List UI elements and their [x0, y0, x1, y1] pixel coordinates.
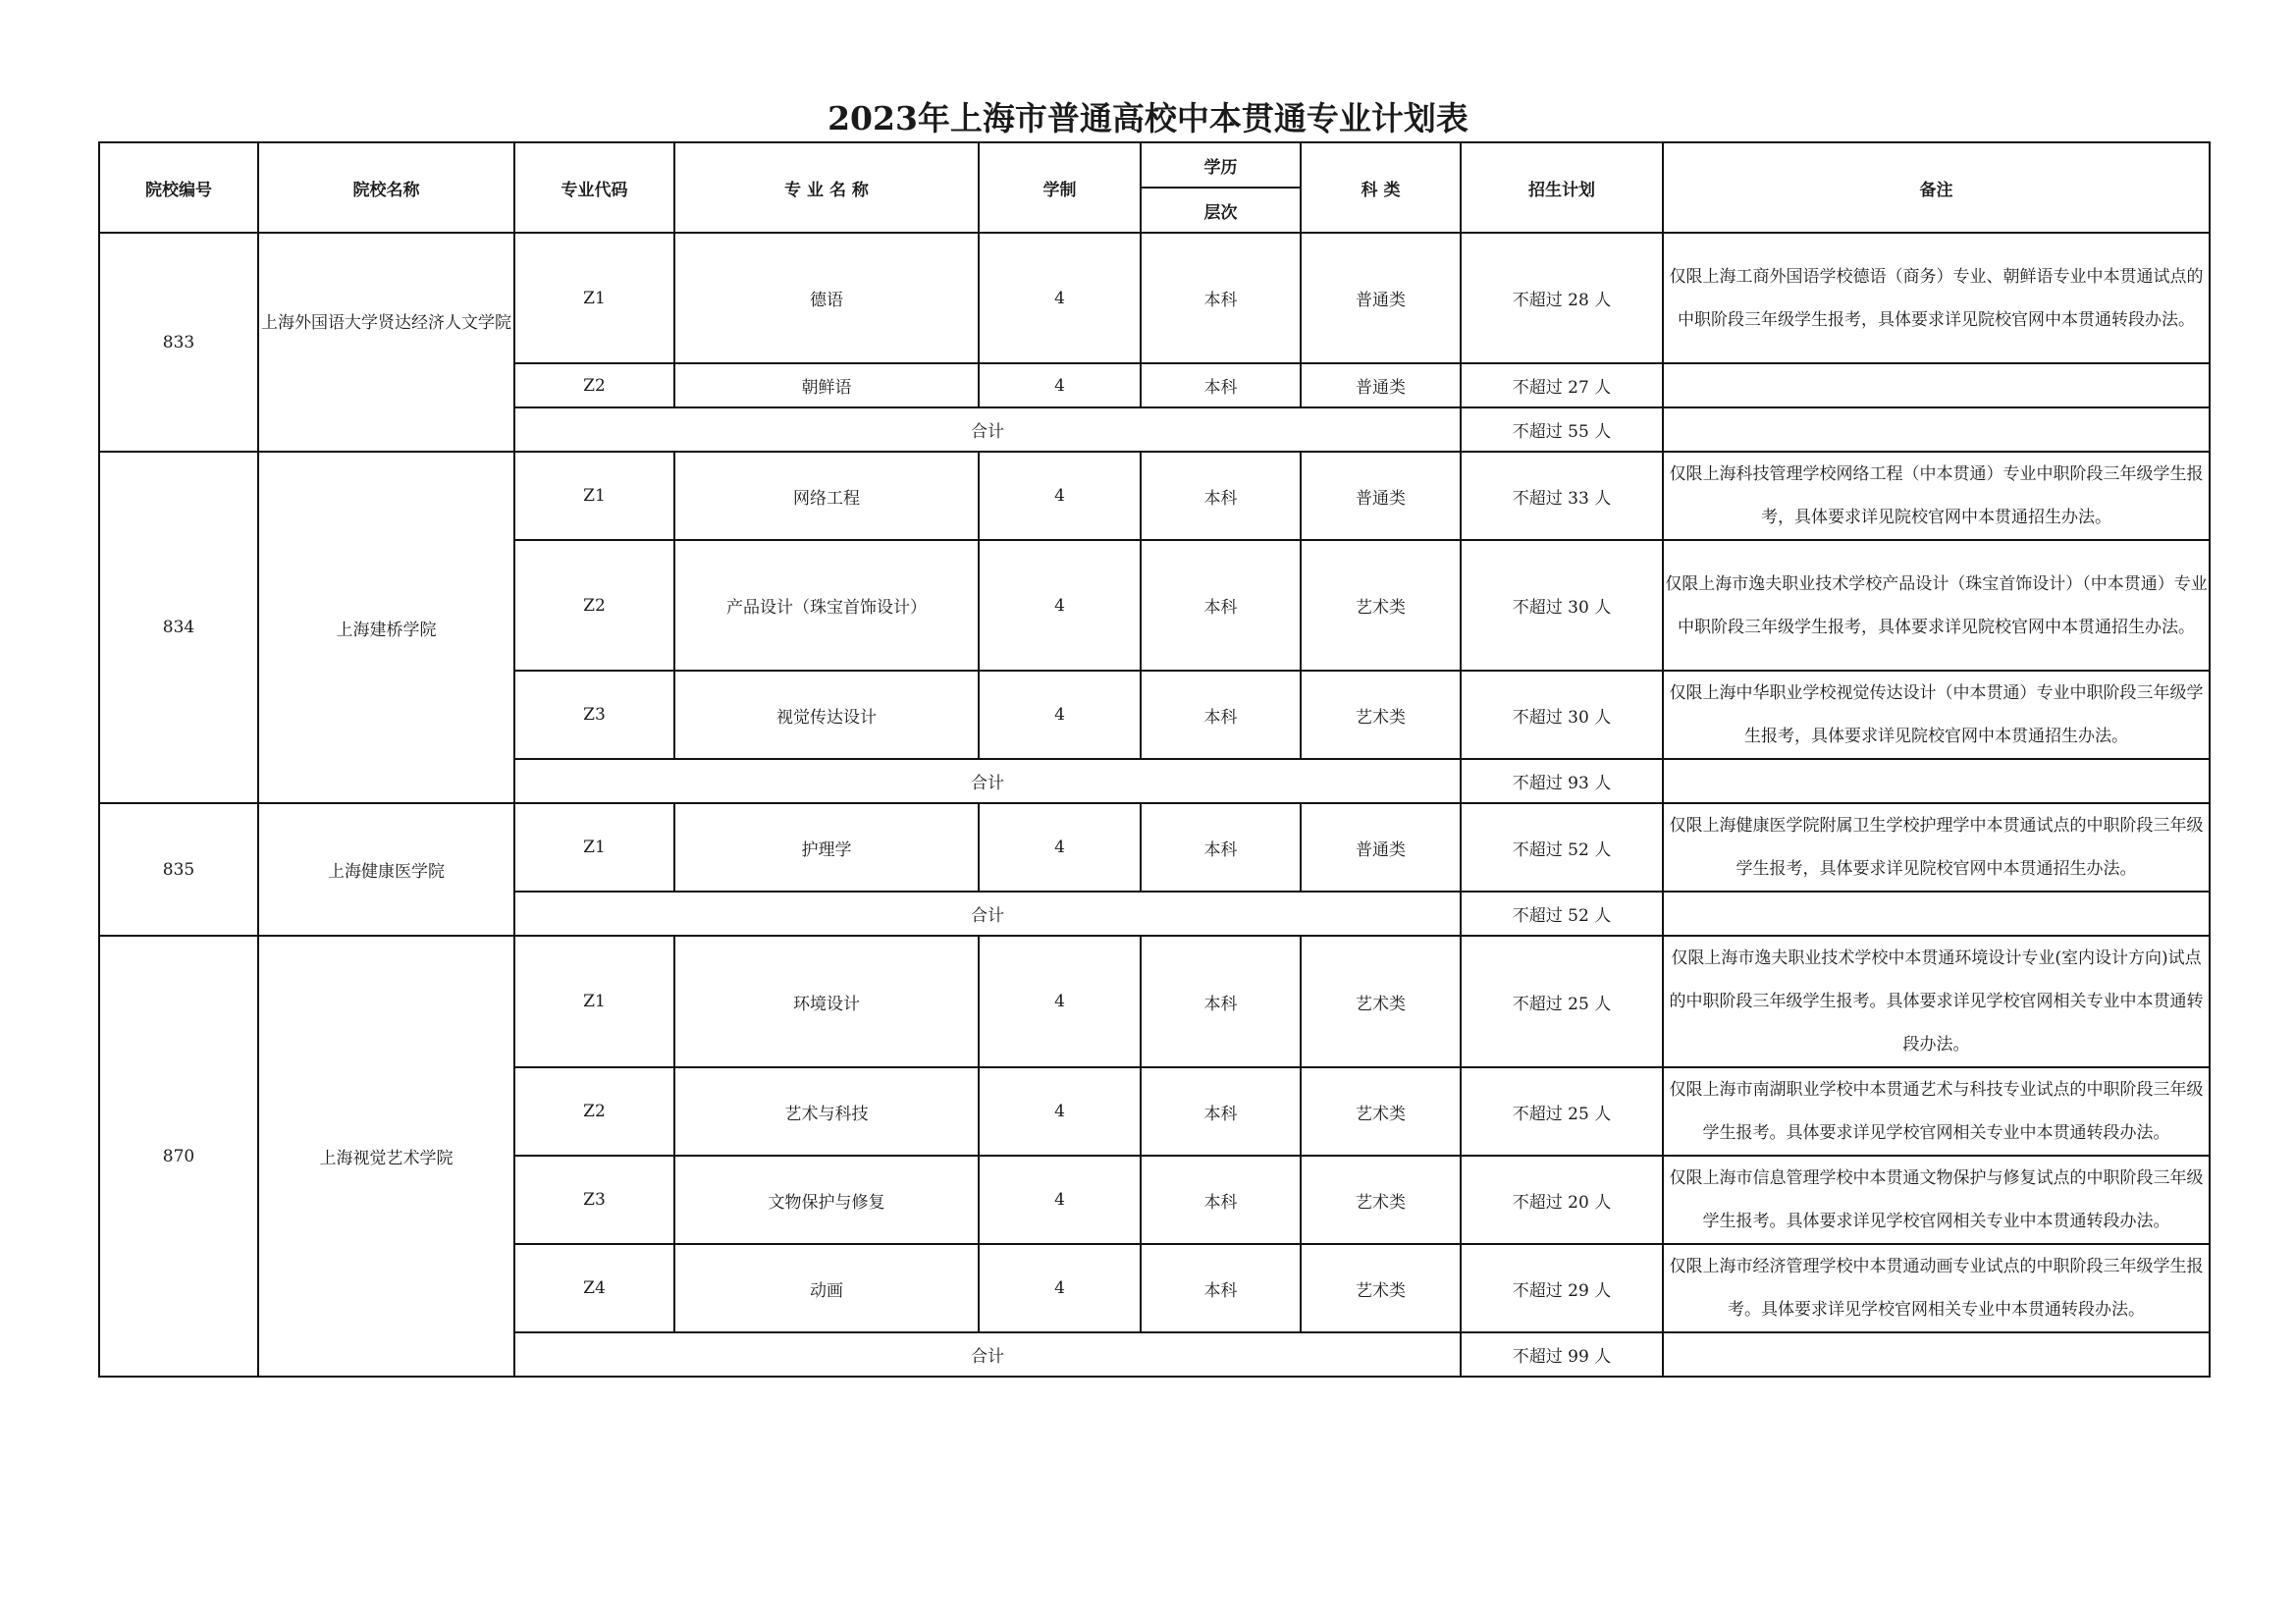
major-level: 本科 [1141, 1067, 1301, 1156]
school-name: 上海建桥学院 [258, 452, 514, 803]
major-remark [1663, 363, 2210, 407]
major-category: 艺术类 [1301, 1244, 1461, 1332]
major-plan: 不超过 33 人 [1461, 452, 1663, 540]
major-category: 普通类 [1301, 363, 1461, 407]
major-name: 朝鲜语 [674, 363, 979, 407]
major-plan: 不超过 20 人 [1461, 1156, 1663, 1244]
header-school-name: 院校名称 [258, 142, 514, 233]
major-category: 艺术类 [1301, 1067, 1461, 1156]
total-plan: 不超过 99 人 [1461, 1332, 1663, 1377]
total-label: 合计 [514, 759, 1461, 803]
major-remark: 仅限上海市经济管理学校中本贯通动画专业试点的中职阶段三年级学生报考。具体要求详见学校官网相关专业中本贯通转段办法。 [1663, 1244, 2210, 1332]
major-plan: 不超过 25 人 [1461, 936, 1663, 1067]
major-level: 本科 [1141, 540, 1301, 671]
major-code: Z3 [514, 1156, 674, 1244]
header-duration: 学制 [979, 142, 1141, 233]
header-edu-level-bottom: 层次 [1141, 188, 1301, 233]
school-code: 835 [99, 803, 258, 936]
major-remark: 仅限上海科技管理学校网络工程（中本贯通）专业中职阶段三年级学生报考，具体要求详见院校官网中本贯通招生办法。 [1663, 452, 2210, 540]
major-remark: 仅限上海健康医学院附属卫生学校护理学中本贯通试点的中职阶段三年级学生报考，具体要求详见院校官网中本贯通招生办法。 [1663, 803, 2210, 892]
major-duration: 4 [979, 233, 1141, 363]
major-remark: 仅限上海市逸夫职业技术学校中本贯通环境设计专业(室内设计方向)试点的中职阶段三年级学生报考。具体要求详见学校官网相关专业中本贯通转段办法。 [1663, 936, 2210, 1067]
major-name: 视觉传达设计 [674, 671, 979, 759]
major-code: Z1 [514, 803, 674, 892]
major-duration: 4 [979, 452, 1141, 540]
header-category: 科 类 [1301, 142, 1461, 233]
major-category: 普通类 [1301, 803, 1461, 892]
school-code: 834 [99, 452, 258, 803]
table-row [99, 803, 2210, 892]
major-name: 德语 [674, 233, 979, 363]
major-remark: 仅限上海市逸夫职业技术学校产品设计（珠宝首饰设计）（中本贯通）专业中职阶段三年级学生报考，具体要求详见院校官网中本贯通招生办法。 [1663, 540, 2210, 671]
major-name: 艺术与科技 [674, 1067, 979, 1156]
major-name: 动画 [674, 1244, 979, 1332]
major-code: Z4 [514, 1244, 674, 1332]
major-duration: 4 [979, 1156, 1141, 1244]
total-plan: 不超过 52 人 [1461, 892, 1663, 936]
major-plan: 不超过 29 人 [1461, 1244, 1663, 1332]
major-remark: 仅限上海市信息管理学校中本贯通文物保护与修复试点的中职阶段三年级学生报考。具体要求详见学校官网相关专业中本贯通转段办法。 [1663, 1156, 2210, 1244]
major-level: 本科 [1141, 452, 1301, 540]
table-row [99, 936, 2210, 1067]
major-plan: 不超过 27 人 [1461, 363, 1663, 407]
header-plan: 招生计划 [1461, 142, 1663, 233]
major-plan: 不超过 52 人 [1461, 803, 1663, 892]
school-name: 上海外国语大学贤达经济人文学院 [258, 233, 514, 452]
major-duration: 4 [979, 1244, 1141, 1332]
total-plan: 不超过 55 人 [1461, 407, 1663, 452]
page-title: 2023年上海市普通高校中本贯通专业计划表 [828, 99, 1468, 137]
major-duration: 4 [979, 540, 1141, 671]
major-duration: 4 [979, 803, 1141, 892]
major-plan: 不超过 30 人 [1461, 671, 1663, 759]
table-row [99, 452, 2210, 540]
major-plan: 不超过 30 人 [1461, 540, 1663, 671]
header-major-name: 专 业 名 称 [674, 142, 979, 233]
major-code: Z2 [514, 1067, 674, 1156]
major-category: 艺术类 [1301, 936, 1461, 1067]
school-code: 870 [99, 936, 258, 1377]
major-code: Z1 [514, 452, 674, 540]
header-remarks: 备注 [1663, 142, 2210, 233]
school-code: 833 [99, 233, 258, 452]
major-name: 文物保护与修复 [674, 1156, 979, 1244]
major-level: 本科 [1141, 1244, 1301, 1332]
major-category: 艺术类 [1301, 1156, 1461, 1244]
school-name: 上海健康医学院 [258, 803, 514, 936]
total-label: 合计 [514, 892, 1461, 936]
major-remark: 仅限上海工商外国语学校德语（商务）专业、朝鲜语专业中本贯通试点的中职阶段三年级学生报考，具体要求详见院校官网中本贯通转段办法。 [1663, 233, 2210, 363]
plan-table [98, 141, 2211, 1378]
major-code: Z3 [514, 671, 674, 759]
major-code: Z2 [514, 540, 674, 671]
total-label: 合计 [514, 1332, 1461, 1377]
header-edu-level-top: 学历 [1141, 142, 1301, 188]
major-level: 本科 [1141, 671, 1301, 759]
major-duration: 4 [979, 363, 1141, 407]
major-category: 艺术类 [1301, 671, 1461, 759]
total-remark [1663, 892, 2210, 936]
major-remark: 仅限上海中华职业学校视觉传达设计（中本贯通）专业中职阶段三年级学生报考，具体要求详见院校官网中本贯通招生办法。 [1663, 671, 2210, 759]
major-level: 本科 [1141, 936, 1301, 1067]
major-code: Z1 [514, 233, 674, 363]
total-plan: 不超过 93 人 [1461, 759, 1663, 803]
major-level: 本科 [1141, 233, 1301, 363]
header-major-code: 专业代码 [514, 142, 674, 233]
total-label: 合计 [514, 407, 1461, 452]
major-duration: 4 [979, 671, 1141, 759]
major-duration: 4 [979, 936, 1141, 1067]
major-code: Z1 [514, 936, 674, 1067]
major-category: 艺术类 [1301, 540, 1461, 671]
major-level: 本科 [1141, 803, 1301, 892]
major-category: 普通类 [1301, 452, 1461, 540]
table-row [99, 233, 2210, 363]
total-remark [1663, 1332, 2210, 1377]
school-name: 上海视觉艺术学院 [258, 936, 514, 1377]
header-school-code: 院校编号 [99, 142, 258, 233]
major-level: 本科 [1141, 363, 1301, 407]
major-name: 网络工程 [674, 452, 979, 540]
major-remark: 仅限上海市南湖职业学校中本贯通艺术与科技专业试点的中职阶段三年级学生报考。具体要求详见学校官网相关专业中本贯通转段办法。 [1663, 1067, 2210, 1156]
major-code: Z2 [514, 363, 674, 407]
major-plan: 不超过 25 人 [1461, 1067, 1663, 1156]
major-name: 护理学 [674, 803, 979, 892]
major-name: 产品设计（珠宝首饰设计） [674, 540, 979, 671]
major-level: 本科 [1141, 1156, 1301, 1244]
total-remark [1663, 759, 2210, 803]
major-plan: 不超过 28 人 [1461, 233, 1663, 363]
major-category: 普通类 [1301, 233, 1461, 363]
total-remark [1663, 407, 2210, 452]
major-name: 环境设计 [674, 936, 979, 1067]
major-duration: 4 [979, 1067, 1141, 1156]
